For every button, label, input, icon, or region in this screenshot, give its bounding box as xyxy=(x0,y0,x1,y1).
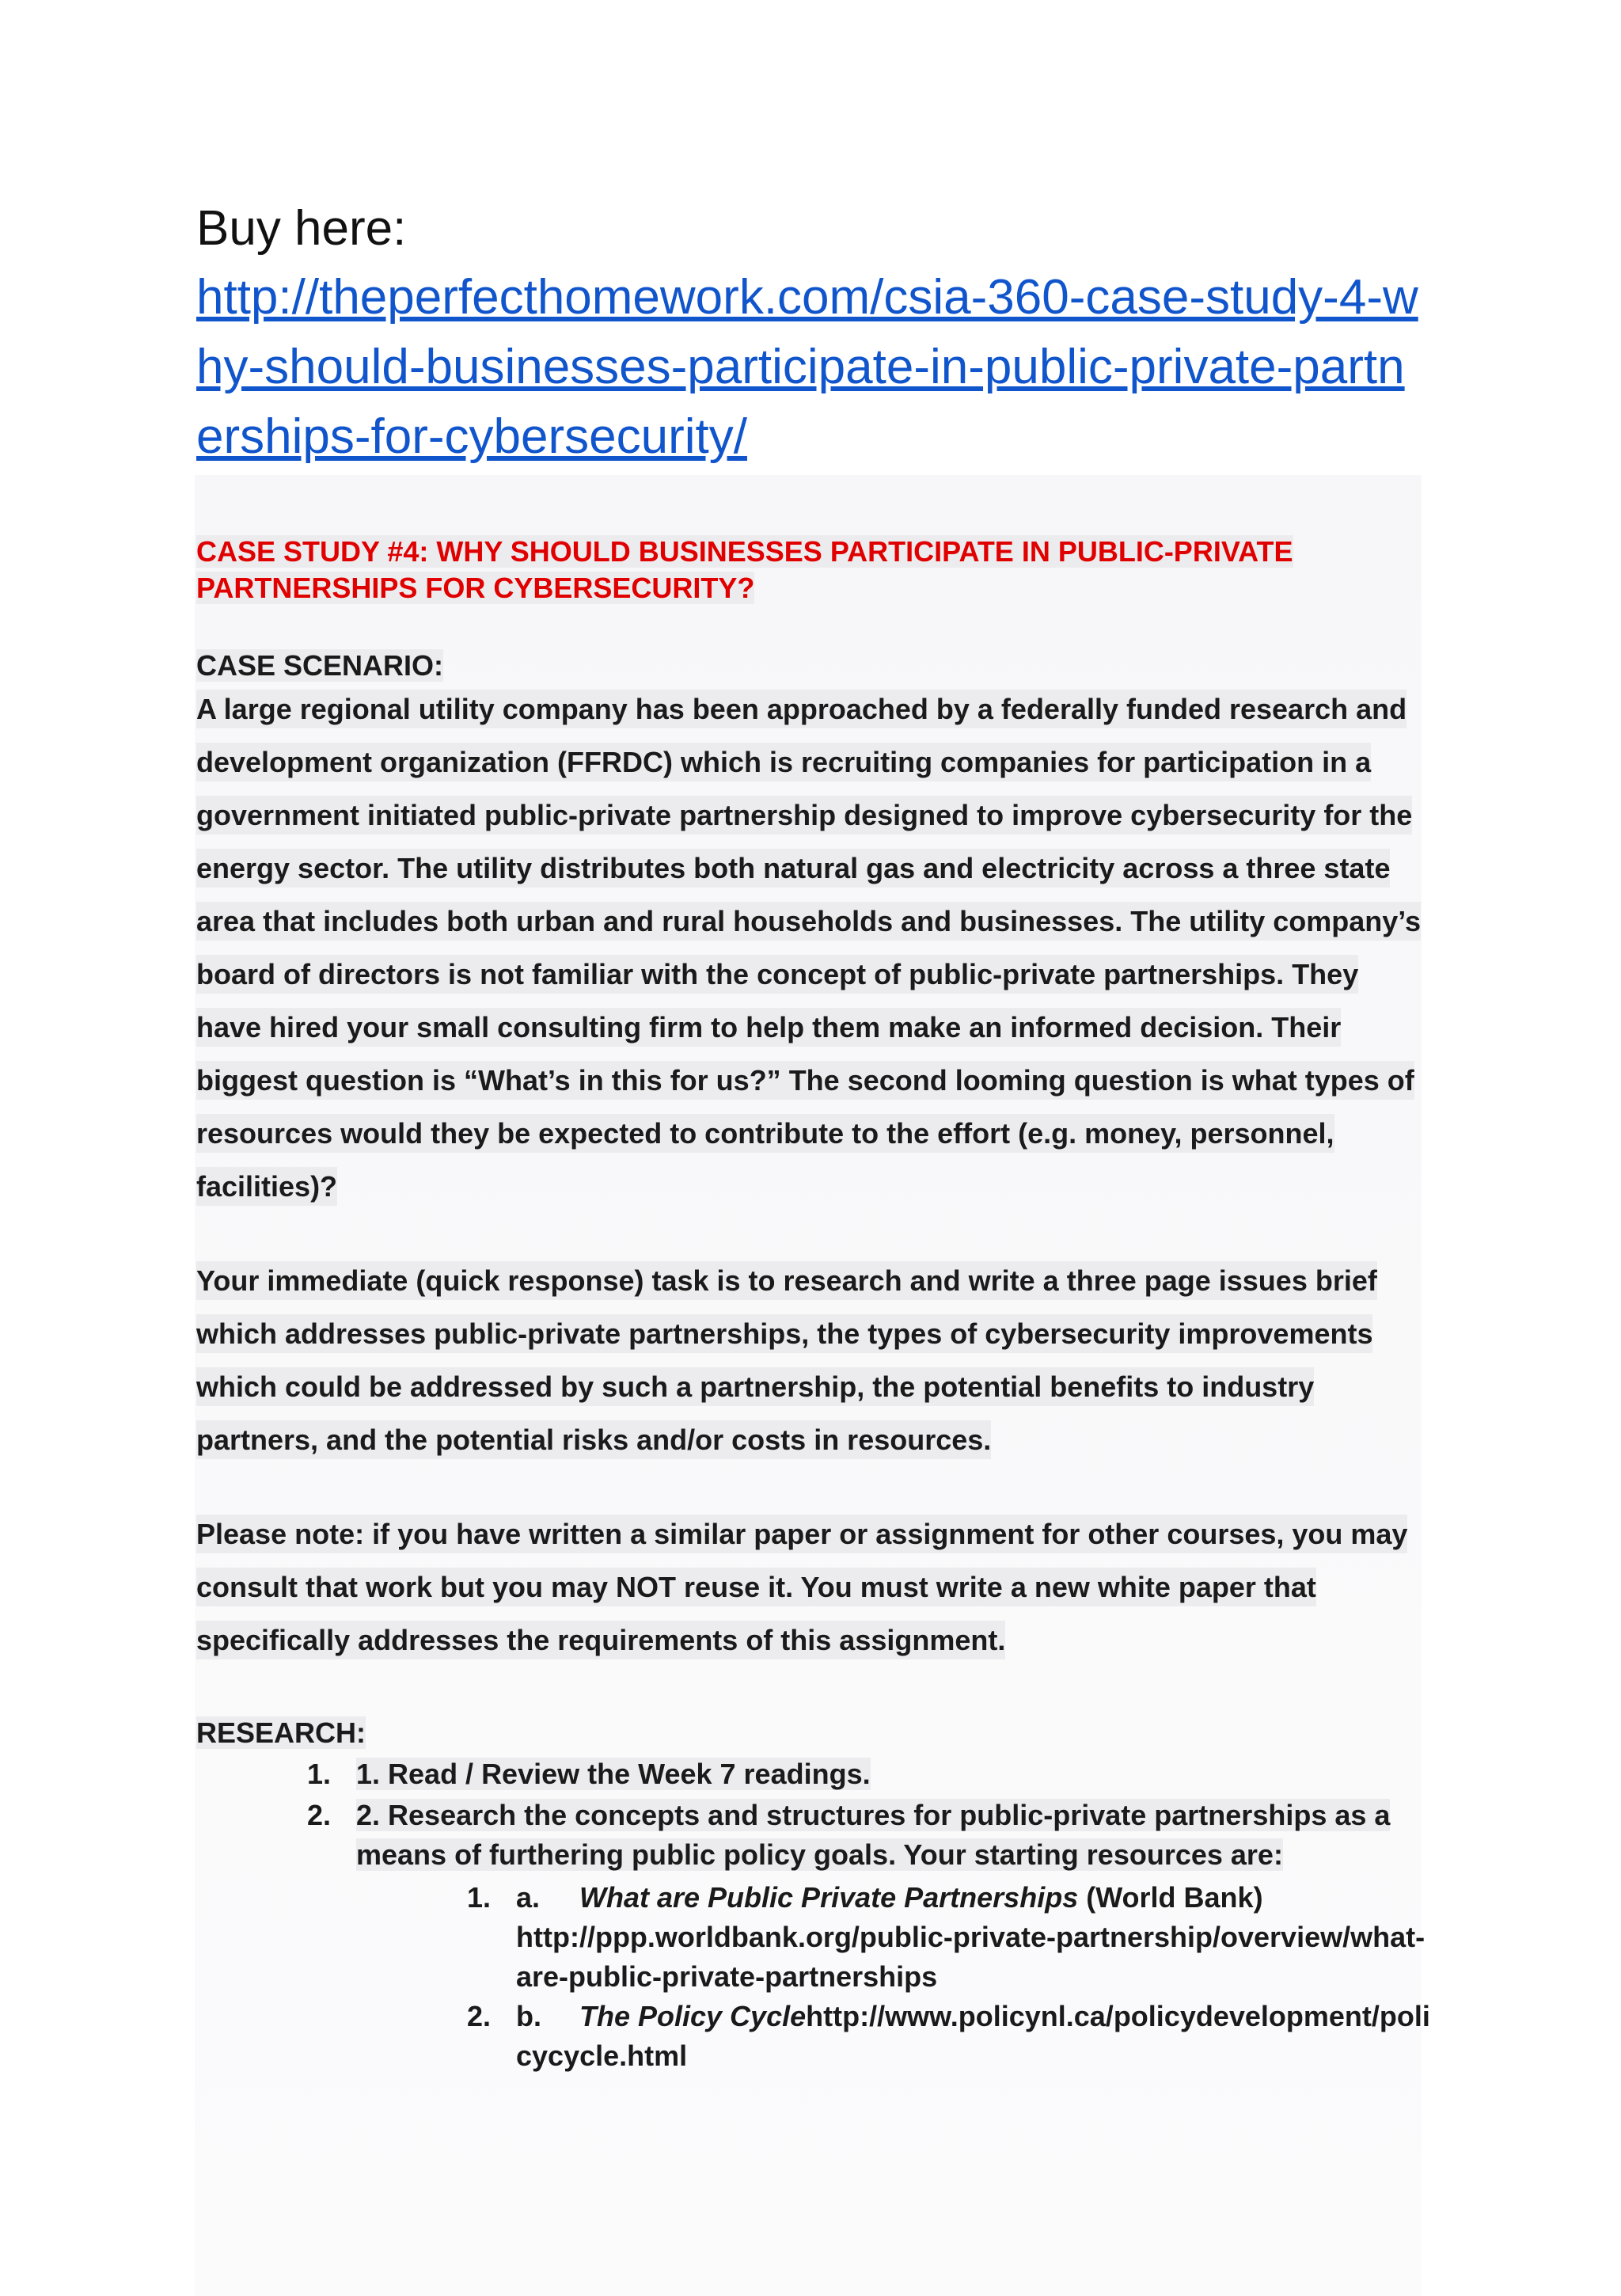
list-number: 2. xyxy=(467,2000,492,2032)
case-study-title xyxy=(196,534,1431,606)
resource-title: The Policy Cycle xyxy=(579,2000,807,2032)
research-label: RESEARCH: xyxy=(196,1716,366,1749)
resource-title: What are Public Private Partnerships xyxy=(579,1881,1079,1914)
resource-source: (World Bank) xyxy=(1078,1881,1263,1914)
resource-url[interactable]: http://ppp.worldbank.org/public-private-partnership/overview/what-are-public-private-partnerships xyxy=(516,1921,1425,1993)
list-number: 2. xyxy=(307,1799,332,1831)
case-study-title-text: CASE STUDY #4: WHY SHOULD BUSINESSES PARTICIPATE IN PUBLIC-PRIVATE PARTNERSHIPS FOR CYBERSECURITY? xyxy=(196,535,1293,604)
scenario-text: A large regional utility company has been approached by a federally funded research and development organization (FFRDC) which is recruiting companies for participation in a government initiated public-private partnership designed to improve cybersecurity for the energy sector. The utility distributes both natural gas and electricity across a three state area that includes both urban and rural households and businesses. The utility company’s board of directors is not familiar with the concept of public-private partnerships. They have hired your small consulting firm to help them make an informed decision. Their biggest question is “What’s in this for us?” The second looming question is what types of resources would they be expected to contribute to the effort (e.g. money, personnel, facilities)? xyxy=(196,690,1421,1206)
research-heading xyxy=(196,1715,366,1751)
list-letter: b. xyxy=(516,2000,541,2032)
resource-list-item xyxy=(467,1997,1431,2076)
resource-list-item xyxy=(467,1878,1431,1997)
note-text: Please note: if you have written a similar paper or assignment for other courses, you may consult that work but you may NOT reuse it. You must write a new white paper that specifically addresses the requirements of this assignment. xyxy=(196,1515,1407,1659)
scenario-paragraph xyxy=(196,682,1431,1213)
purchase-link[interactable]: http://theperfecthomework.com/csia-360-case-study-4-why-should-businesses-participate-in-public-private-partnerships-for-cybersecurity/ xyxy=(196,270,1418,464)
list-letter: a. xyxy=(516,1881,541,1914)
list-item-text: 2. Research the concepts and structures for public-private partnerships as a means of furthering public policy goals. Your starting resources are: xyxy=(356,1799,1391,1871)
note-paragraph xyxy=(196,1507,1431,1667)
list-number: 1. xyxy=(467,1881,492,1914)
case-scenario-heading xyxy=(196,648,443,684)
resource-url[interactable]: http://www.policynl.ca/policydevelopment/policycycle.html xyxy=(516,2000,1430,2072)
task-text: Your immediate (quick response) task is to research and write a three page issues brief which addresses public-private partnerships, the types of cybersecurity improvements which could be addressed by such a partnership, the potential benefits to industry partners, and the potential risks and/or costs in resources. xyxy=(196,1261,1377,1459)
research-list-item xyxy=(307,1754,1431,1794)
task-paragraph xyxy=(196,1254,1431,1466)
list-number: 1. xyxy=(307,1758,332,1790)
buy-here-label: Buy here: xyxy=(196,201,407,256)
list-item-text: 1. Read / Review the Week 7 readings. xyxy=(356,1758,871,1790)
research-list-item xyxy=(307,1796,1431,1875)
case-scenario-label: CASE SCENARIO: xyxy=(196,649,444,682)
